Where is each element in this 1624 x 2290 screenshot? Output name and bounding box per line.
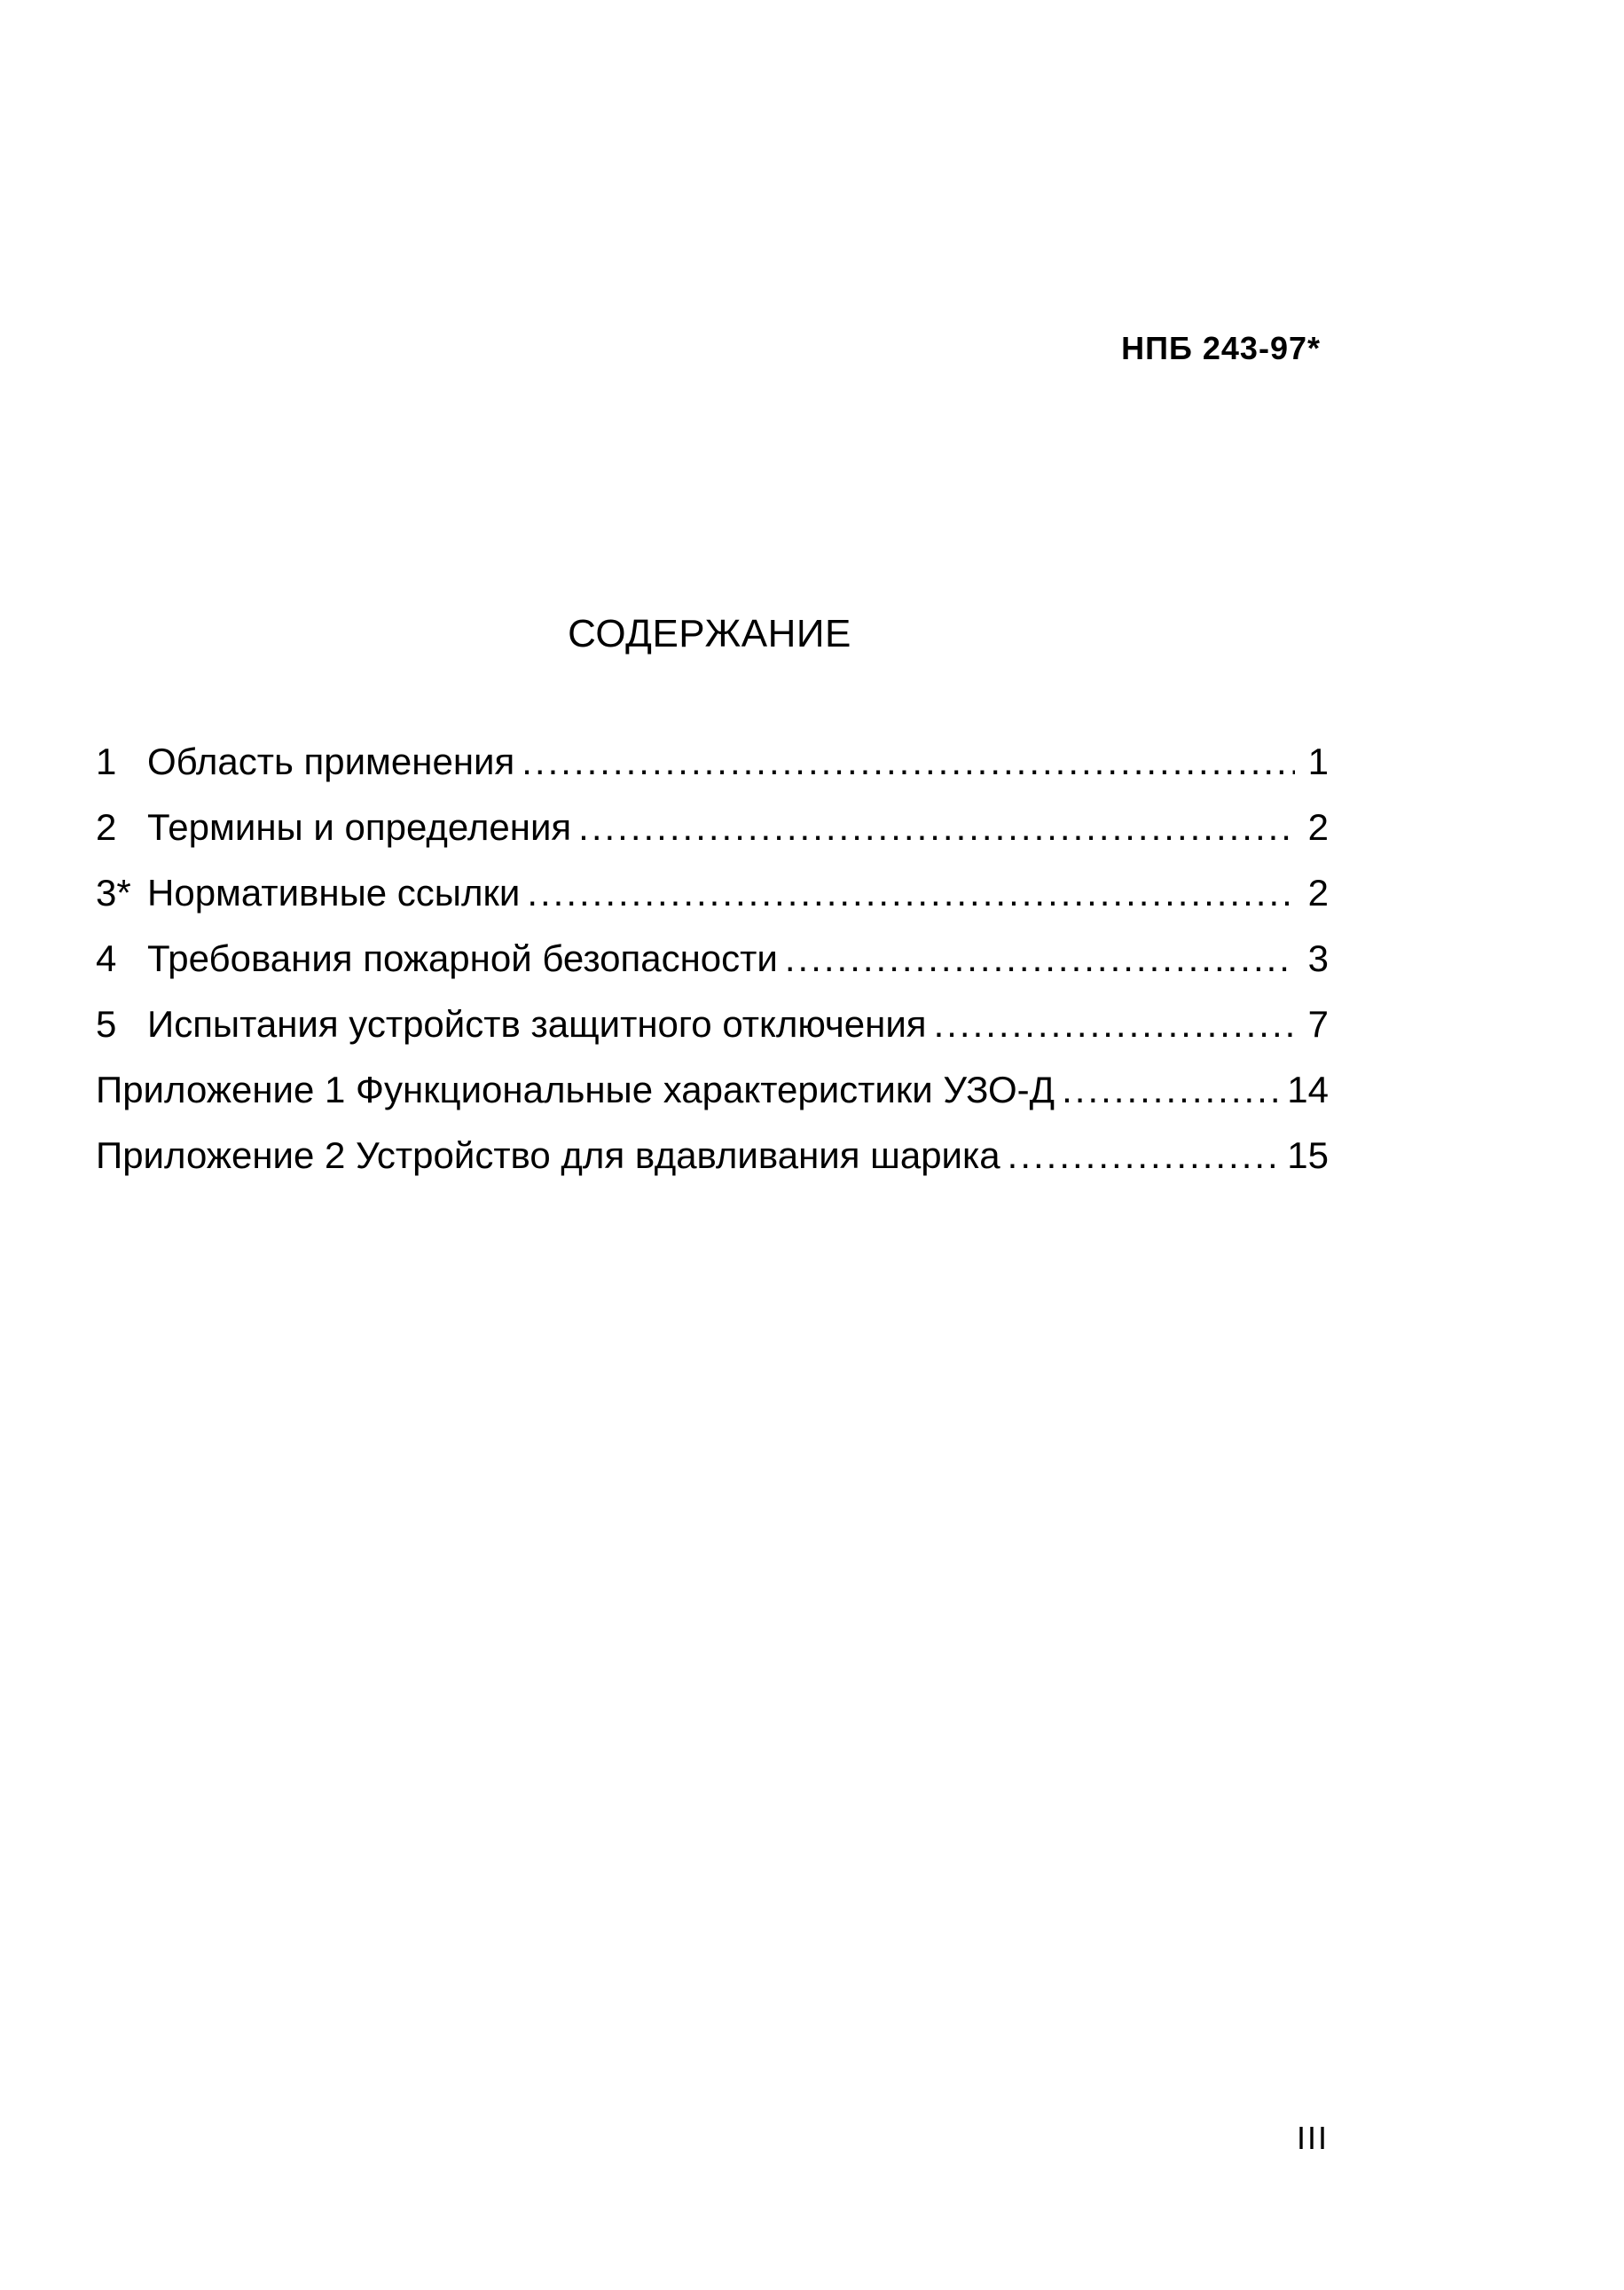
toc-entry bbox=[96, 741, 1329, 806]
toc-dot-leader bbox=[1008, 1134, 1281, 1177]
toc-entry-number: 1 bbox=[96, 741, 117, 782]
toc-entry bbox=[96, 872, 1329, 937]
toc-entry-number: 2 bbox=[96, 806, 117, 848]
toc-dot-leader bbox=[785, 937, 1295, 980]
toc-entry bbox=[96, 1069, 1329, 1134]
toc-entry bbox=[96, 937, 1329, 1003]
toc-entry-page: 7 bbox=[1307, 1003, 1329, 1045]
toc-entry-page: 14 bbox=[1287, 1069, 1329, 1110]
table-of-contents bbox=[96, 741, 1329, 1200]
toc-entry-page: 2 bbox=[1307, 806, 1329, 848]
toc-entry-page: 15 bbox=[1287, 1134, 1329, 1176]
toc-entry-page: 3 bbox=[1307, 937, 1329, 979]
toc-entry-title: Приложение 2 Устройство для вдавливания шарика bbox=[96, 1134, 1000, 1176]
toc-entry-title: Требования пожарной безопасности bbox=[147, 937, 778, 979]
toc-entry-number: 3* bbox=[96, 872, 131, 914]
toc-entry-number: 5 bbox=[96, 1003, 117, 1045]
toc-heading: СОДЕРЖАНИЕ bbox=[568, 612, 851, 655]
toc-dot-leader bbox=[522, 741, 1295, 783]
toc-entry-page: 2 bbox=[1307, 872, 1329, 914]
toc-entry bbox=[96, 1134, 1329, 1200]
document-code: НПБ 243-97* bbox=[1121, 330, 1321, 366]
toc-dot-leader bbox=[578, 806, 1295, 849]
toc-entry-title: Нормативные ссылки bbox=[147, 872, 521, 914]
toc-entry bbox=[96, 806, 1329, 872]
toc-entry-page: 1 bbox=[1307, 741, 1329, 782]
toc-entry-title: Приложение 1 Функциональные характеристики УЗО-Д bbox=[96, 1069, 1055, 1110]
toc-entry bbox=[96, 1003, 1329, 1069]
toc-dot-leader bbox=[527, 872, 1295, 914]
toc-dot-leader bbox=[934, 1003, 1295, 1046]
toc-dot-leader bbox=[1062, 1069, 1280, 1111]
toc-entry-title: Испытания устройств защитного отключения bbox=[147, 1003, 927, 1045]
toc-entry-number: 4 bbox=[96, 937, 117, 979]
page-number: III bbox=[1297, 2120, 1330, 2156]
toc-entry-title: Термины и определения bbox=[147, 806, 572, 848]
toc-entry-title: Область применения bbox=[147, 741, 515, 782]
